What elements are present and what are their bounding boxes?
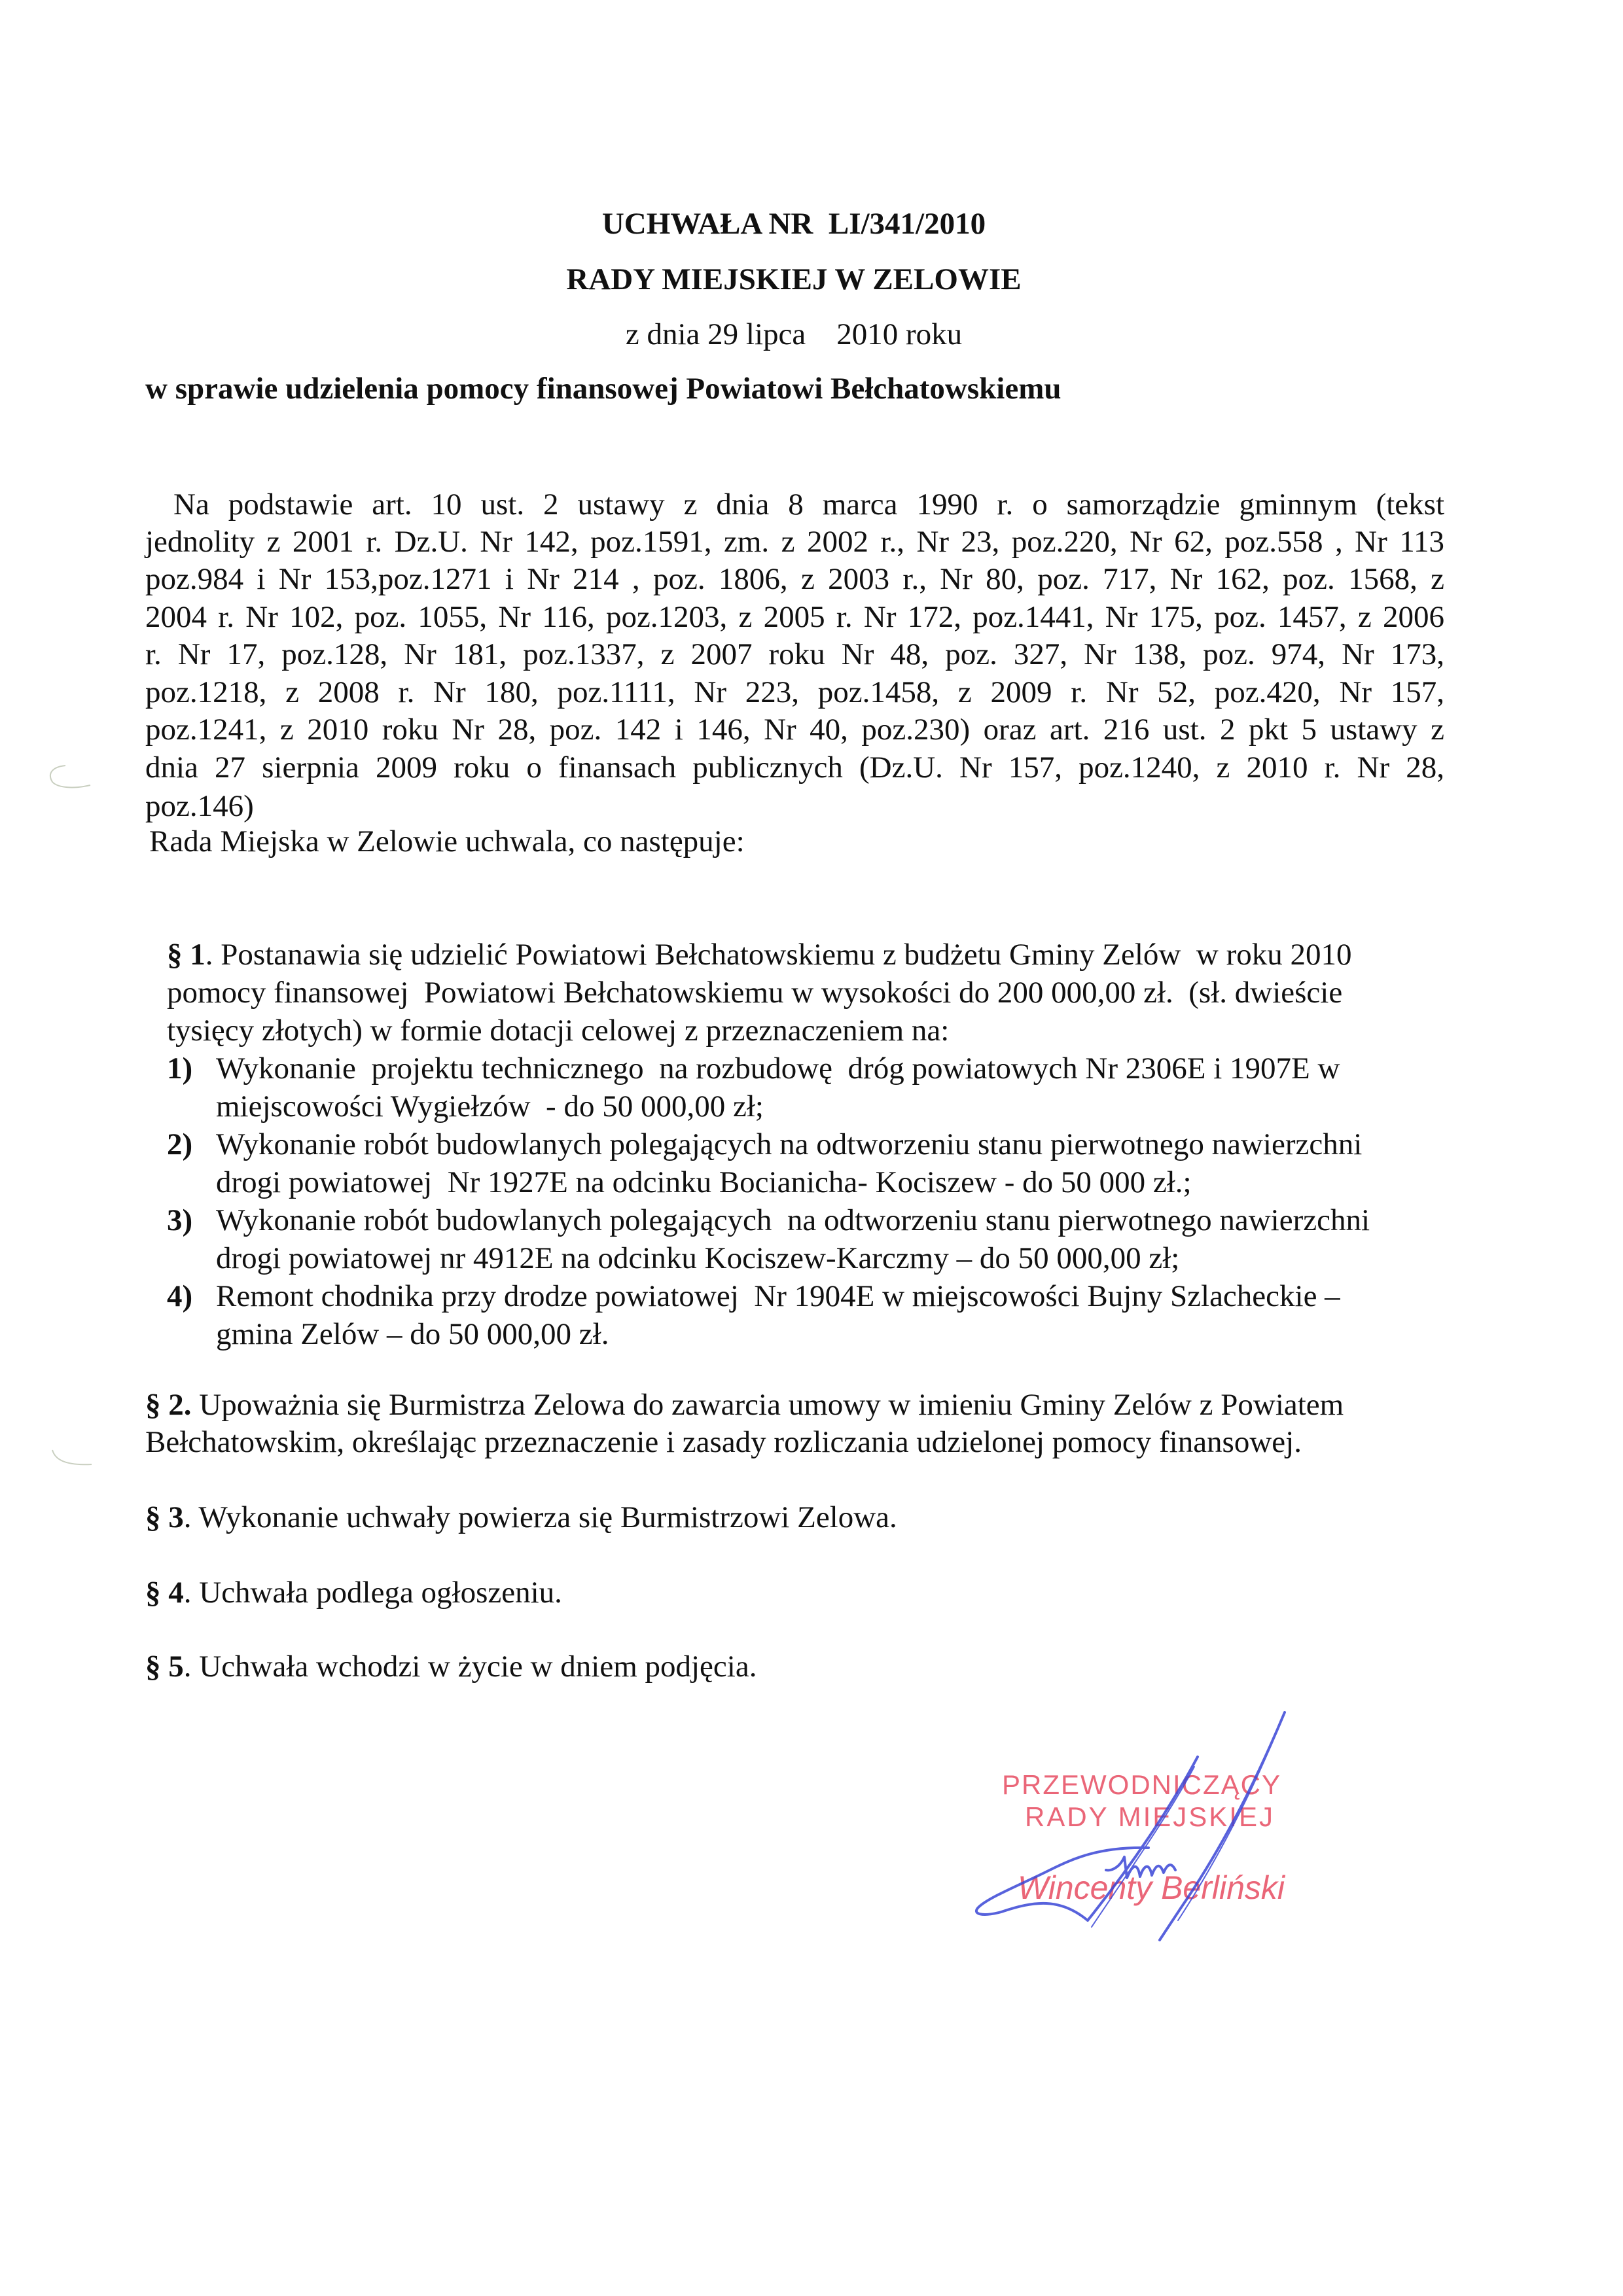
resolution-date: z dnia 29 lipca 2010 roku <box>625 317 963 351</box>
section-2-line: Bełchatowskim, określając przeznaczenie i zasady rozliczania udzielonej pomocy finansowej. <box>145 1425 1302 1459</box>
preamble-line: 2004 r. Nr 102, poz. 1055, Nr 116, poz.1203, z 2005 r. Nr 172, poz.1441, Nr 175, poz. 1457, z 2006 <box>145 600 1444 634</box>
council-name: RADY MIEJSKIEJ W ZELOWIE <box>566 262 1022 296</box>
preamble-line: Na podstawie art. 10 ust. 2 ustawy z dnia 8 marca 1990 r. o samorządzie gminnym (tekst <box>173 487 1444 521</box>
stamp-title: PRZEWODNICZĄCY <box>1002 1769 1281 1800</box>
list-item-number: 4) <box>167 1279 193 1313</box>
list-item-text: miejscowości Wygiełzów - do 50 000,00 zł; <box>216 1089 764 1123</box>
list-item-text: drogi powiatowej nr 4912E na odcinku Kociszew-Karczmy – do 50 000,00 zł; <box>216 1241 1180 1275</box>
preamble-line: r. Nr 17, poz.128, Nr 181, poz.1337, z 2007 roku Nr 48, poz. 327, Nr 138, poz. 974, Nr 173, <box>145 637 1444 671</box>
stamp-name: Wincenty Berliński <box>1018 1869 1285 1906</box>
list-item-text: Remont chodnika przy drodze powiatowej Nr 1904E w miejscowości Bujny Szlacheckie – <box>216 1279 1340 1313</box>
resolution-number: UCHWAŁA NR LI/341/2010 <box>601 207 986 241</box>
list-item-text: gmina Zelów – do 50 000,00 zł. <box>216 1317 609 1351</box>
list-item-text: Wykonanie projektu technicznego na rozbudowę dróg powiatowych Nr 2306E i 1907E w <box>216 1051 1340 1086</box>
stamp-council: RADY MIEJSKIEJ <box>1025 1801 1275 1832</box>
preamble-line: poz.146) <box>145 789 254 823</box>
section-3: § 3. Wykonanie uchwały powierza się Burmistrzowi Zelowa. <box>145 1500 897 1534</box>
section-2-line: § 2. Upoważnia się Burmistrza Zelowa do zawarcia umowy w imieniu Gminy Zelów z Powiatem <box>145 1388 1344 1422</box>
section-1-line: § 1. Postanawia się udzielić Powiatowi Bełchatowskiemu z budżetu Gminy Zelów w roku 2010 <box>167 938 1352 972</box>
punch-hole-mark-icon <box>39 759 105 798</box>
section-mark: § 5 <box>145 1650 184 1684</box>
list-item-number: 1) <box>167 1051 193 1086</box>
preamble-line: poz.984 i Nr 153,poz.1271 i Nr 214 , poz. 1806, z 2003 r., Nr 80, poz. 717, Nr 162, poz. 1568, z <box>145 562 1444 596</box>
section-4: § 4. Uchwała podlega ogłoszeniu. <box>145 1576 562 1610</box>
punch-hole-mark-icon <box>46 1446 105 1472</box>
list-item-text: Wykonanie robót budowlanych polegających na odtworzeniu stanu pierwotnego nawierzchni <box>216 1203 1370 1237</box>
section-1-line: pomocy finansowej Powiatowi Bełchatowskiemu w wysokości do 200 000,00 zł. (sł. dwieście <box>167 976 1343 1010</box>
resolution-subject: w sprawie udzielenia pomocy finansowej Powiatowi Bełchatowskiemu <box>145 372 1061 406</box>
section-mark: § 2. <box>145 1388 192 1422</box>
list-item-number: 3) <box>167 1203 193 1237</box>
resolves-statement: Rada Miejska w Zelowie uchwala, co następuje: <box>149 824 745 858</box>
preamble-line: jednolity z 2001 r. Dz.U. Nr 142, poz.1591, zm. z 2002 r., Nr 23, poz.220, Nr 62, poz.558 , Nr 113 <box>145 525 1444 559</box>
preamble-line: poz.1218, z 2008 r. Nr 180, poz.1111, Nr 223, poz.1458, z 2009 r. Nr 52, poz.420, Nr 157, <box>145 675 1444 709</box>
list-item-text: drogi powiatowej Nr 1927E na odcinku Bocianicha- Kociszew - do 50 000 zł.; <box>216 1165 1192 1199</box>
list-item-number: 2) <box>167 1127 193 1161</box>
section-1-line: tysięcy złotych) w formie dotacji celowej z przeznaczeniem na: <box>167 1014 950 1048</box>
section-5: § 5. Uchwała wchodzi w życie w dniem podjęcia. <box>145 1650 757 1684</box>
section-mark: § 4 <box>145 1576 184 1610</box>
list-item-text: Wykonanie robót budowlanych polegających na odtworzeniu stanu pierwotnego nawierzchni <box>216 1127 1363 1161</box>
section-mark: § 1 <box>167 938 205 972</box>
section-mark: § 3 <box>145 1500 184 1534</box>
preamble-line: poz.1241, z 2010 roku Nr 28, poz. 142 i 146, Nr 40, poz.230) oraz art. 216 ust. 2 pkt 5 ustawy z <box>145 713 1444 747</box>
preamble-line: dnia 27 sierpnia 2009 roku o finansach publicznych (Dz.U. Nr 157, poz.1240, z 2010 r. Nr 28, <box>145 751 1444 785</box>
